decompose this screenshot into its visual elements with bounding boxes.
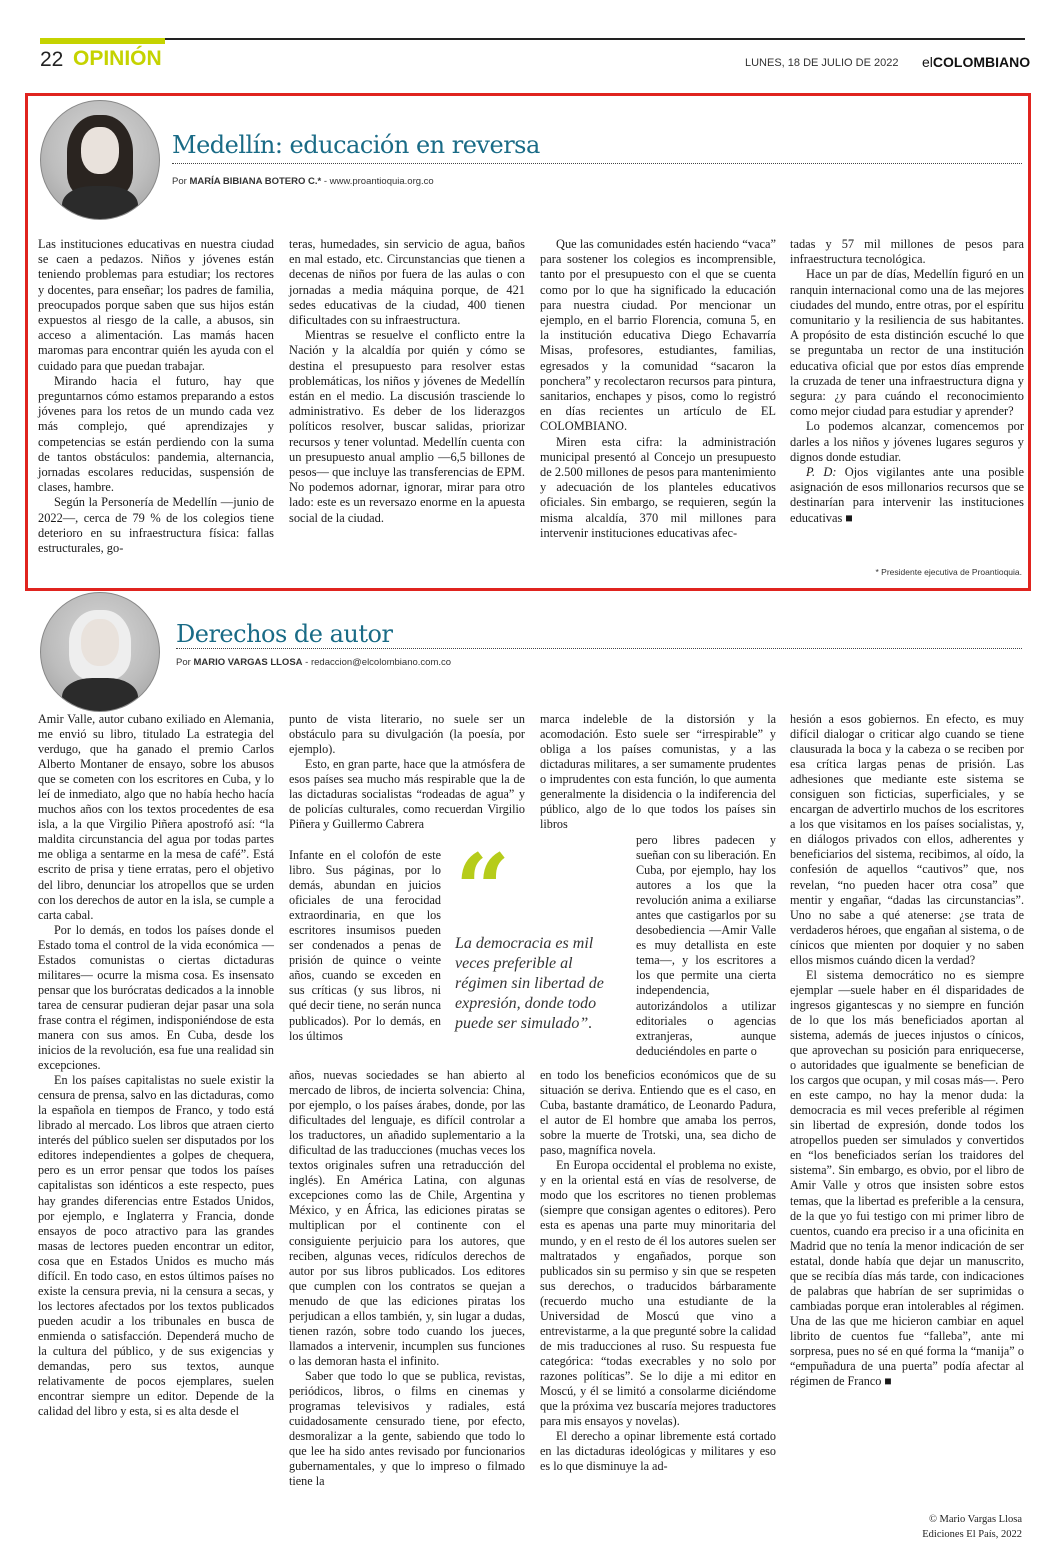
paragraph: En los países capitalistas no suele existir la censura de prensa, salvo en las dictaduras, como la española en tiempos de Franco, y todo está librado al mercado. Los libros que atraen cierto interés del público suelen ser disputados por los editores independientes a golpes de chequera, pero es un error pensar que todos los países capitalistas son idénticos a este respecto, pues hay grandes diferencias entre Estados Unidos, por ejemplo, e Inglaterra y Francia, donde ensayos de poco atractivo para las grandes masas de lectores pueden encontrar un editor, cosa que en Estados Unidos es mucho más difícil. En todo caso, en estos últimos países no existe la censura previa, ni la censura a secas, y los lectores afectados por los textos publicados pueden acudir a los tribunales en busca de enmienda o satisfacción. Dependerá mucho de la cultura del público, y de sus exigencias y demandas, pero sus textos, aunque relativamente de pocos ejemplares, suelen encontrar siempre un editor. Depende de la calidad del libro y esta, si es alta desde el (38, 1073, 274, 1419)
article1-column-4 (790, 237, 1024, 526)
article1-title: Medellín: educación en reversa (172, 131, 540, 159)
article1-title-rule (172, 163, 1022, 164)
paragraph: Amir Valle, autor cubano exiliado en Alemania, me envió su libro, titulado La estrategia del verdugo, que ha ganado el premio Carlos Alberto Montaner de ensayo, sobre los abusos que se cometen con los escritores en Cuba, y lo leí de inmediato, algo que no había hecho hacía muchos años con los textos procedentes de esa isla, a la que Virgilio Piñera apostrofó así: “la maldita circunstancia del agua por todas partes me obliga a sentarme en la mesa de café”. Está escrito de prisa y tiene erratas, pero el objetivo del libro, denunciar los atropellos que se urden con los derechos de autor en la isla, se cumple a carta cabal. (38, 712, 274, 922)
paragraph: años, nuevas sociedades se han abierto al mercado de libros, de incierta solvencia: China, por ejemplo, o los países árabes, donde, por las dificultades del lenguaje, es difícil controlar a los traductores, un añadido suplementario a la dificultad de las traducciones (muchas veces los textos originales sufren una retraducción del inglés). En América Latina, con algunas excepciones como las de Chile, Argentina y México, y en África, las ediciones piratas se multiplican por el continente con el consiguiente perjuicio para los autores, que reciben, algunas veces, ridículos derechos de autor por sus libros publicados. Los editores que cumplen con los contratos se quejan a menudo de que las ediciones piratas los perjudican a ellos también, y, sin lugar a dudas, tienen razón, sobre todo cuando los jueces, llamados a intervenir, incumplen sus funciones o las demoran hasta el infinito. (289, 1068, 525, 1368)
article2-column-1 (38, 712, 274, 1419)
pull-quote: La democracia es mil veces preferible al régimen sin libertad de expresión, donde todo puede ser simulado”. (455, 935, 604, 1032)
paragraph: Según la Personería de Medellín —junio de 2022—, cerca de 79 % de los colegios tiene deterioro en su infraestructura física: fallas estructurales, go- (38, 495, 274, 556)
article1-footnote: * Presidente ejecutiva de Proantioquia. (875, 567, 1022, 577)
section-accent-bar (40, 38, 165, 44)
pull-quote-box (455, 833, 625, 1034)
article2-author: MARIO VARGAS LLOSA (193, 657, 303, 668)
paragraph: Que las comunidades estén haciendo “vaca” para sostener los colegios es incomprensible, tanto por el presupuesto con el que se cuenta como por lo que ha significado la educación para nuestra ciudad. Por mencionar un ejemplo, en el barrio Florencia, comuna 5, en la institución educativa Diego Echavarría Misas, profesores, estudiantes, familias, egresados y la comunidad “sacaron la ponchera” y recolectaron recursos para pintura, sanitarios, enchapes y pisos, como lo registró en días recientes un artículo de EL COLOMBIANO. (540, 237, 776, 434)
logo-prefix: el (922, 54, 933, 70)
paragraph-text: El sistema democrático no es siempre ejemplar —suele haber en él disparidades de ingresos gigantescas y no siempre en función de lo que los más beneficiados aportan al sistema, además de jueces injustos o cínicos, que aprovechan su posición para enriquecerse, o autoridades que igualmente se benefician de los cargos que ocupan, y mil cosas más—. Pero en este campo, no hay la menor duda: la democracia es mil veces preferible al régimen sin libertad de expresión, donde todos los atropellos pueden ser simulados y convertidos en “los beneficiados serían los traidores del sistema”. Sin embargo, es obvio, por el libro de Amir Valle y otros que insisten sobre estos temas, que la libertad es preferible a la censura, de la que yo fui testigo con mi primer libro de cuentos, cuando era preciso ir a una oficinita en Madrid que no tenía la menor indicación de ser estatal, donde había que dejar un manuscrito, que se recibía días más tarde, con indicaciones de palabras que habrían de ser suprimidas o cambiadas porque eran intolerables al régimen. Una de las que me hicieron cambiar en aquel librito de cuentos fue “falleba”, ante mi sorpresa, pues no sé en qué forma la “manija” o “empuñadura de una puerta” podía afectar al régimen de Franco (790, 967, 1024, 1389)
logo-name: COLOMBIANO (932, 54, 1031, 70)
postscript-text: Ojos vigilantes ante una posible asignación de esos millonarios recursos que se destinarían para intervenir las instituciones educativas (790, 465, 1024, 525)
byline-email: - redaccion@elcolombiano.com.co (302, 657, 452, 668)
article2-column-4 (790, 712, 1024, 1389)
paragraph: punto de vista literario, no suele ser un obstáculo para su divulgación (la poesía, por ejemplo). (289, 712, 525, 757)
author-avatar-botero (40, 100, 160, 220)
article2-column-3-top (540, 712, 776, 832)
paragraph: Esto, en gran parte, hace que la atmósfera de esos países sea mucho más respirable que la de las dictaduras socialistas “rodeadas de agua” y de policías culturales, como recuerdan Virgilio Piñera y Guillermo Cabrera (289, 757, 525, 832)
article2-column-2-bottom (289, 1068, 525, 1489)
paragraph: Lo podemos alcanzar, comencemos por darles a los niños y jóvenes lugares seguros y dignos donde estudiar. (790, 419, 1024, 464)
article2-credit (790, 1512, 1022, 1542)
avatar-face (81, 619, 119, 666)
avatar-body (62, 186, 138, 220)
author-avatar-vargas-llosa (40, 592, 160, 712)
article1-column-2 (289, 237, 525, 526)
paragraph: Miren esta cifra: la administración municipal presentó al Concejo un presupuesto de 2.500 millones de pesos para mantenimiento y adecuación de los planteles educativos oficiales. Sin embargo, se requieren, según la misma alcaldía, 370 mil millones para intervenir instituciones educativas afec- (540, 434, 776, 540)
article2-column-2-top (289, 712, 525, 832)
paragraph: Por lo demás, en todos los países donde el Estado toma el control de la vida económica —Estados comunistas o ciertas dictaduras militares— ocurre la misma cosa. Es insensato pensar que los burócratas dedicados a la innoble tarea de censurar pudieran dejar pasar una sola frase contra el régimen, indisponiéndose de esta manera con sus amos. En Cuba, desde los inicios de la revolución, esa fue una realidad sin excepciones. (38, 922, 274, 1073)
article1-column-3 (540, 237, 776, 541)
newspaper-logo (922, 54, 1030, 70)
quote-mark-icon: “ (455, 833, 511, 946)
paragraph: hesión a esos gobiernos. En efecto, es muy difícil dialogar o criticar algo cuando se tiene clausurada la boca y la cabeza o se reciben por esa crítica largas penas de prisión. Las adhesiones que mediante este sistema se consiguen son ficticias, superficiales, y se encargan de advertirlo muchos de los escritores a los que visitamos en los países socialistas, y, en diálogos privados con ellos, adherentes y beneficiarios del sistema, recibimos, al oído, la confesión de aquellos “cautivos” que, nos revelan, “no pueden hacer otra cosa” que mentir y engañar, “dadas las circunstancias”. Uno no sabe a qué atenerse: ¿se trata de verdaderos héroes, que engañan al sistema, o de cínicos que mienten por doquier y no saben ellos mismos cuándo dicen la verdad? (790, 712, 1024, 967)
end-mark: ■ (845, 510, 853, 525)
article2-byline (176, 657, 451, 668)
paragraph: El derecho a opinar libremente está cortado en las dictaduras ideológicas y militares y eso es lo que disminuye la ad- (540, 1429, 776, 1474)
header-rule (40, 38, 1025, 40)
credit-copyright: © Mario Vargas Llosa (928, 1514, 1022, 1525)
paragraph: tadas y 57 mil millones de pesos para infraestructura tecnológica. (790, 237, 1024, 267)
avatar-body (62, 678, 138, 712)
page-number: 22 (40, 48, 64, 71)
paragraph: En Europa occidental el problema no existe, y en la oriental está en vías de resolverse, de modo que los escritores no tienen problemas (siempre que consigan agentes o editores). Pero esta es apenas una parte muy minoritaria del mundo, y en el resto de él los autores suelen ser maltratados y engañados, porque son publicados sin su permiso y sin que se respeten sus derechos, o traducidos bárbaramente (recuerdo mucho una estudiante de la Universidad de Moscú que vino a entrevistarme, a la que pregunté sobre la calidad de mis traducciones al ruso. Su respuesta fue categórica: “todas execrables y no solo por razones políticas”. Se lo dije a mi editor en Moscú, y él se limitó a consolarme diciéndome que la próxima vez buscaría mejores traductores para mis ensayos y novelas). (540, 1158, 776, 1429)
paragraph: Infante en el colofón de este libro. Sus páginas, por lo demás, abundan en juicios oficiales de una ferocidad extraordinaria, en que los escritores insumisos pueden ser condenados a penas de prisión de quince o veinte años, cuando se exceden en sus críticas (y sus libros, ni qué decir tiene, no serán nunca publicados). Por lo demás, en los últimos (289, 848, 441, 1043)
avatar-face (81, 127, 119, 174)
byline-prefix: Por (172, 176, 190, 187)
paragraph: pero libres padecen y sueñan con su liberación. En Cuba, por ejemplo, hay los autores a los que la revolución anima a exiliarse antes que castigarlos por su desobediencia —Amir Valle es muy detallista en este tema—, y los escritores a los que permite una cierta independencia, autorizándolos a utilizar editoriales o agencias extranjeras, aunque deduciéndoles en parte o (636, 833, 776, 1058)
byline-prefix: Por (176, 657, 194, 668)
paragraph: Mirando hacia el futuro, hay que preguntarnos cómo estamos preparando a estos jóvenes para los retos de un mundo cada vez más complejo, qué aprendizajes y competencias se están perdiendo con la suma de tantos obstáculos: pandemia, alternancia, jornadas escolares reducidas, suspensión de clases, hambre. (38, 373, 274, 495)
credit-publisher: Ediciones El País, 2022 (922, 1529, 1022, 1540)
article1-author: MARÍA BIBIANA BOTERO C.* (189, 176, 322, 187)
article2-title: Derechos de autor (176, 620, 393, 648)
paragraph: marca indeleble de la distorsión y la acomodación. Esto suele ser “irrespirable” y obliga a los países comunistas, y a las dictaduras militares, a ser sumamente prudentes o imprudentes con esta función, lo que aumenta generalmente la disidencia o la indiferencia del público, algo de lo que todos los países sin libros (540, 712, 776, 832)
section-name: OPINIÓN (73, 47, 162, 70)
byline-site: - www.proantioquia.org.co (321, 176, 434, 187)
paragraph: Las instituciones educativas en nuestra ciudad se caen a pedazos. Niños y jóvenes están teniendo problemas para estudiar; los rectores y docentes, para enseñar; los padres de familia, preocupados porque saben que sus hijos están expuestos al riesgo de la calle, a abusos, sin acceso a alimentación. Las mamás hacen maromas para encontrar quién les ayuda con el cuidado para que puedan trabajar. (38, 237, 274, 373)
article1-byline (172, 176, 434, 187)
paragraph: Hace un par de días, Medellín figuró en un ranquin internacional como una de las mejores ciudades del mundo, entre otras, por el espíritu comunitario y la resiliencia de sus habitantes. A propósito de esta distinción escuché lo que se preguntaba un rector de una institución educativa oficial que por estos días emprende la cruzada de tener una infraestructura digna y segura: ¿y para cuándo el reconocimiento como mejor ciudad para estudiar y aprender? (790, 267, 1024, 419)
paragraph: en todo los beneficios económicos que de su situación se deriva. Entiendo que es el caso, en Cuba, bastante dramático, de Leonardo Padura, el autor de El hombre que amaba los perros, sobre la muerte de Trotski, una, sea dicho de paso, magnífica novela. (540, 1068, 776, 1158)
article2-column-3-narrow (636, 833, 776, 1059)
end-mark: ■ (884, 1374, 892, 1389)
postscript (790, 465, 1024, 526)
article2-column-3-bottom (540, 1068, 776, 1474)
paragraph: Saber que todo lo que se publica, revistas, periódicos, libros, o films en cinemas y programas televisivos y radiales, está cuidadosamente censurado tiene, por efecto, desmoralizar a la gente, sabiendo que todo lo que lee ha sido antes revisado por funcionarios gubernamentales, y que lo impreso o filmado tiene la (289, 1368, 525, 1489)
issue-date: LUNES, 18 DE JULIO DE 2022 (745, 57, 899, 69)
postscript-label: P. D: (806, 465, 837, 480)
article2-title-rule (176, 648, 1022, 649)
paragraph: Mientras se resuelve el conflicto entre la Nación y la alcaldía por quién y cómo se destina el presupuesto para resolver estas problemáticas, los niños y jóvenes de Medellín están en el medio. La discusión trasciende lo administrativo. Es deber de los liderazgos políticos resolver, buscar salidas, priorizar recursos y tener voluntad. Medellín cuenta con un presupuesto anual amplio —6,5 billones de pesos— que incluye las transferencias de EPM. No podemos adornar, ignorar, mirar para otro lado: este es un reversazo enorme en la apuesta social de la ciudad. (289, 328, 525, 525)
article1-column-1 (38, 237, 274, 556)
article2-column-2-narrow (289, 848, 441, 1044)
paragraph (790, 968, 1024, 1389)
paragraph: teras, humedades, sin servicio de agua, baños en mal estado, etc. Circunstancias que tienen a decenas de niños por fuera de las aulas o con jornadas a media máquina porque, de 421 sedes educativas de la ciudad, 400 tienen dificultades con su infraestructura. (289, 237, 525, 328)
